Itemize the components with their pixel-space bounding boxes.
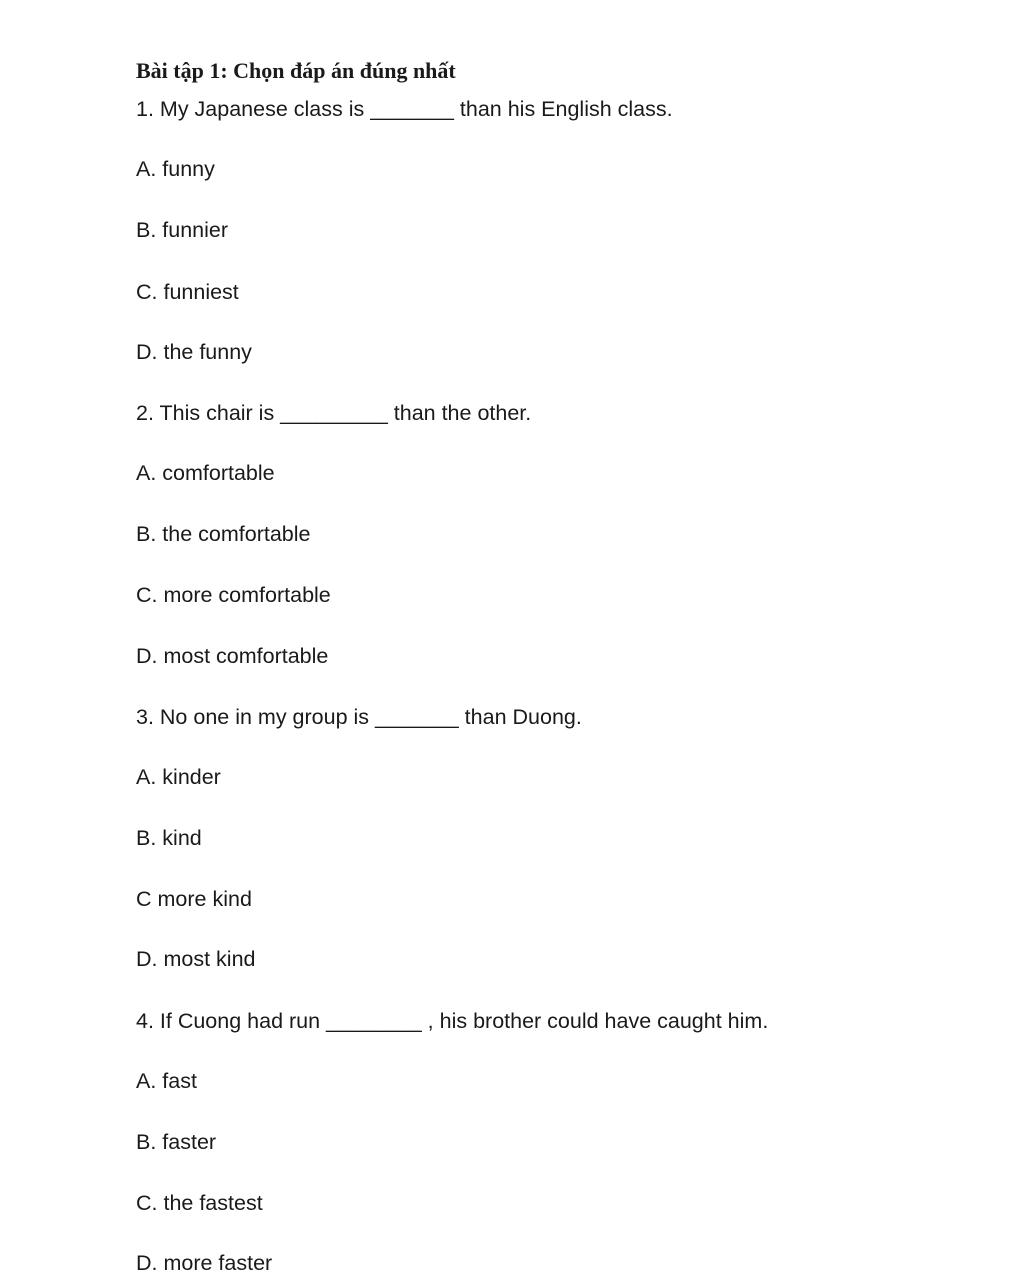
question-4-option-c: C. the fastest xyxy=(136,1191,263,1215)
question-1-option-c: C. funniest xyxy=(136,280,239,304)
question-2-option-a: A. comfortable xyxy=(136,461,275,485)
question-1-option-a: A. funny xyxy=(136,157,215,181)
question-2-option-b: B. the comfortable xyxy=(136,522,311,546)
question-1-option-b: B. funnier xyxy=(136,218,229,242)
question-2-option-d: D. most comfortable xyxy=(136,644,329,668)
question-3-prompt: 3. No one in my group is _______ than Duong. xyxy=(136,705,582,729)
question-2-prompt: 2. This chair is _________ than the other. xyxy=(136,401,532,425)
worksheet-title: Bài tập 1: Chọn đáp án đúng nhất xyxy=(136,58,456,83)
question-1-option-d: D. the funny xyxy=(136,340,252,364)
question-2-option-c: C. more comfortable xyxy=(136,583,331,607)
question-4-option-a: A. fast xyxy=(136,1069,197,1093)
question-4-option-b: B. faster xyxy=(136,1130,217,1154)
question-3-option-c: C more kind xyxy=(136,887,252,911)
question-1-prompt: 1. My Japanese class is _______ than his English class. xyxy=(136,97,673,121)
question-4-option-d: D. more faster xyxy=(136,1251,273,1275)
question-3-option-a: A. kinder xyxy=(136,765,221,789)
question-3-option-b: B. kind xyxy=(136,826,202,850)
question-3-option-d: D. most kind xyxy=(136,947,256,971)
question-4-prompt: 4. If Cuong had run ________ , his brother could have caught him. xyxy=(136,1009,769,1033)
